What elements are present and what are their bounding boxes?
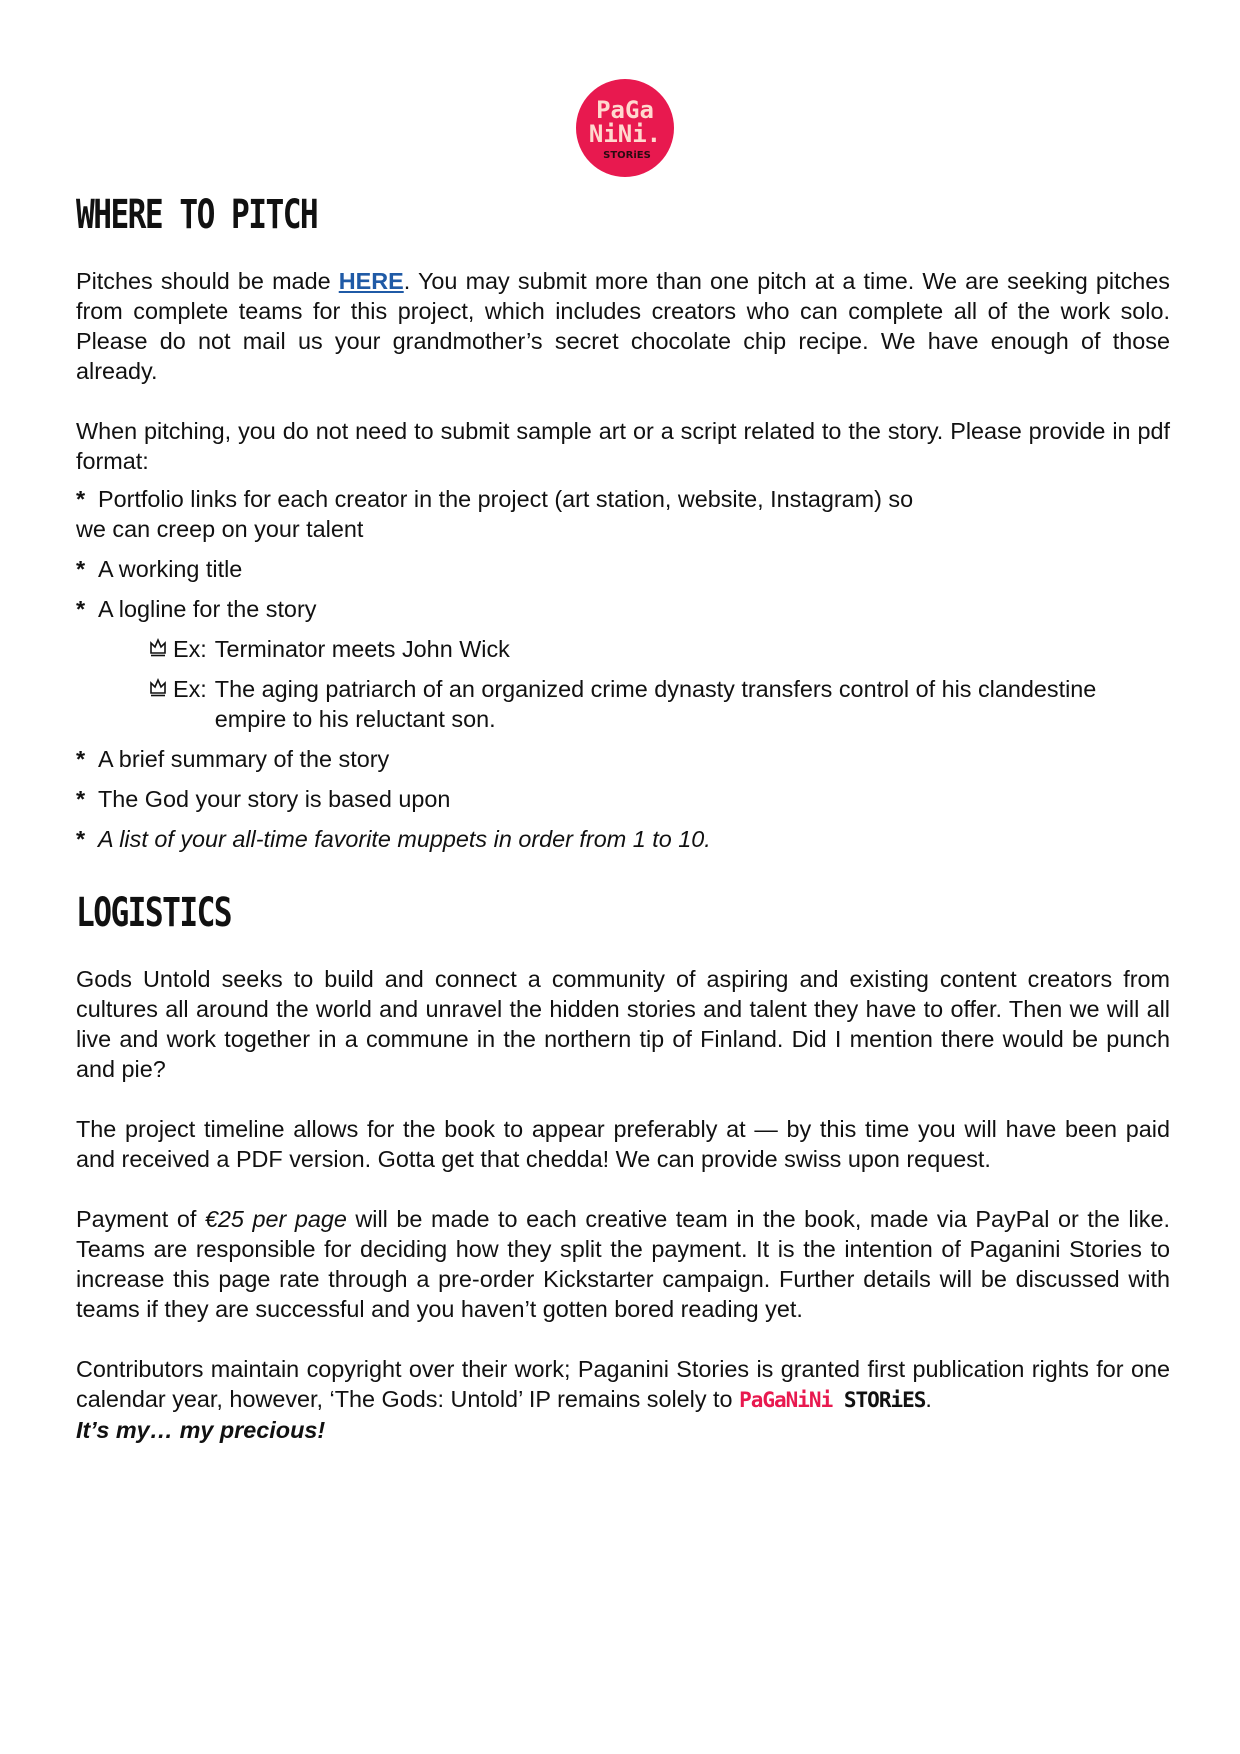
logistics-paragraph-2: The project timeline allows for the book to appear preferably at — by this time you will have been paid and received a PDF version. Gotta get that chedda! We can provide swiss upon request. <box>76 1116 1170 1172</box>
heading-where-to-pitch: WHERE TO PITCH <box>76 192 318 238</box>
asterisk-bullet-icon: * <box>76 486 86 512</box>
logo-line3: STORiES <box>603 150 651 161</box>
asterisk-bullet-icon: * <box>76 786 86 812</box>
list-item <box>76 554 1170 584</box>
example-item <box>149 674 1170 734</box>
list-item <box>76 744 1170 774</box>
asterisk-bullet-icon: * <box>76 826 86 852</box>
list-item-text: A brief summary of the story <box>98 746 390 772</box>
example-label: Ex: <box>173 636 207 662</box>
asterisk-bullet-icon: * <box>76 596 86 622</box>
pitch-requirements-list <box>76 484 1170 854</box>
payment-text-end: will be made to each creative team in the book, made via PayPal or the like. Teams are responsible for deciding how they split the payment. It is the intention of Paganini Stories to increase this page rate through a pre-order Kickstarter campaign. Further details will be discussed with teams if they are successful and you haven’t gotten bored reading yet. <box>76 1206 1171 1322</box>
document-page <box>76 190 1170 1445</box>
list-item-text: Portfolio links for each creator in the project (art station, website, Instagram) so <box>98 486 914 512</box>
wordmark-part-1: PaGaNiNi <box>739 1388 833 1412</box>
crown-icon <box>149 634 173 664</box>
list-item-text: A working title <box>98 556 243 582</box>
section-logistics <box>76 888 1170 1445</box>
logistics-paragraph-4 <box>76 1354 1170 1415</box>
list-item <box>76 784 1170 814</box>
heading-logistics: LOGISTICS <box>76 890 232 936</box>
paganini-stories-wordmark <box>739 1388 925 1412</box>
example-label: Ex: <box>173 676 207 702</box>
closing-line: It’s my… my precious! <box>76 1417 326 1443</box>
logo-line2: NiNi. <box>588 120 662 148</box>
list-item-text: The God your story is based upon <box>98 786 451 812</box>
pitch-paragraph-2: When pitching, you do not need to submit sample art or a script related to the story. Please provide in pdf format: <box>76 418 1170 474</box>
page-rate: €25 per page <box>204 1206 347 1232</box>
pitch-p1-start: Pitches should be made <box>76 268 339 294</box>
list-item-text: A logline for the story <box>98 596 317 622</box>
asterisk-bullet-icon: * <box>76 746 86 772</box>
list-item <box>76 594 1170 624</box>
example-item <box>149 634 1170 664</box>
example-text: The aging patriarch of an organized crime dynasty transfers control of his clandestine empire to his reluctant son. <box>214 676 1097 732</box>
payment-text-start: Payment of <box>76 1206 205 1232</box>
example-text: Terminator meets John Wick <box>214 636 510 662</box>
list-item <box>76 484 1170 544</box>
here-link[interactable]: HERE <box>338 268 404 294</box>
copyright-text: Contributors maintain copyright over their work; Paganini Stories is granted first publication rights for one calendar year, however, ‘The Gods: Untold’ IP remains solely to <box>76 1356 1170 1412</box>
pitch-p1-end: . You may submit more than one pitch at a time. We are seeking pitches from complete teams for this project, which includes creators who can complete all of the work solo. Please do not mail us your grandmother’s secret chocolate chip recipe. We have enough of those already. <box>76 268 1170 384</box>
paganini-stories-logo <box>575 78 675 178</box>
list-item <box>76 824 1170 854</box>
wordmark-part-2: STORiES <box>843 1388 926 1412</box>
section-where-to-pitch <box>76 190 1170 854</box>
pitch-paragraph-1 <box>76 266 1170 386</box>
list-item-text: A list of your all-time favorite muppets in order from 1 to 10. <box>98 826 711 852</box>
asterisk-bullet-icon: * <box>76 556 86 582</box>
logistics-paragraph-1: Gods Untold seeks to build and connect a community of aspiring and existing content creators from cultures all around the world and unravel the hidden stories and talent they have to offer. Then we will all live and work together in a commune in the northern tip of Finland. Did I mention there would be punch and pie? <box>76 966 1170 1082</box>
logline-examples <box>76 634 1170 734</box>
copyright-text-end: . <box>925 1386 932 1412</box>
list-item-continuation: we can creep on your talent <box>76 516 364 542</box>
logistics-paragraph-3 <box>76 1204 1170 1324</box>
crown-icon <box>149 674 173 734</box>
logo-line1: PaGa <box>596 96 654 124</box>
